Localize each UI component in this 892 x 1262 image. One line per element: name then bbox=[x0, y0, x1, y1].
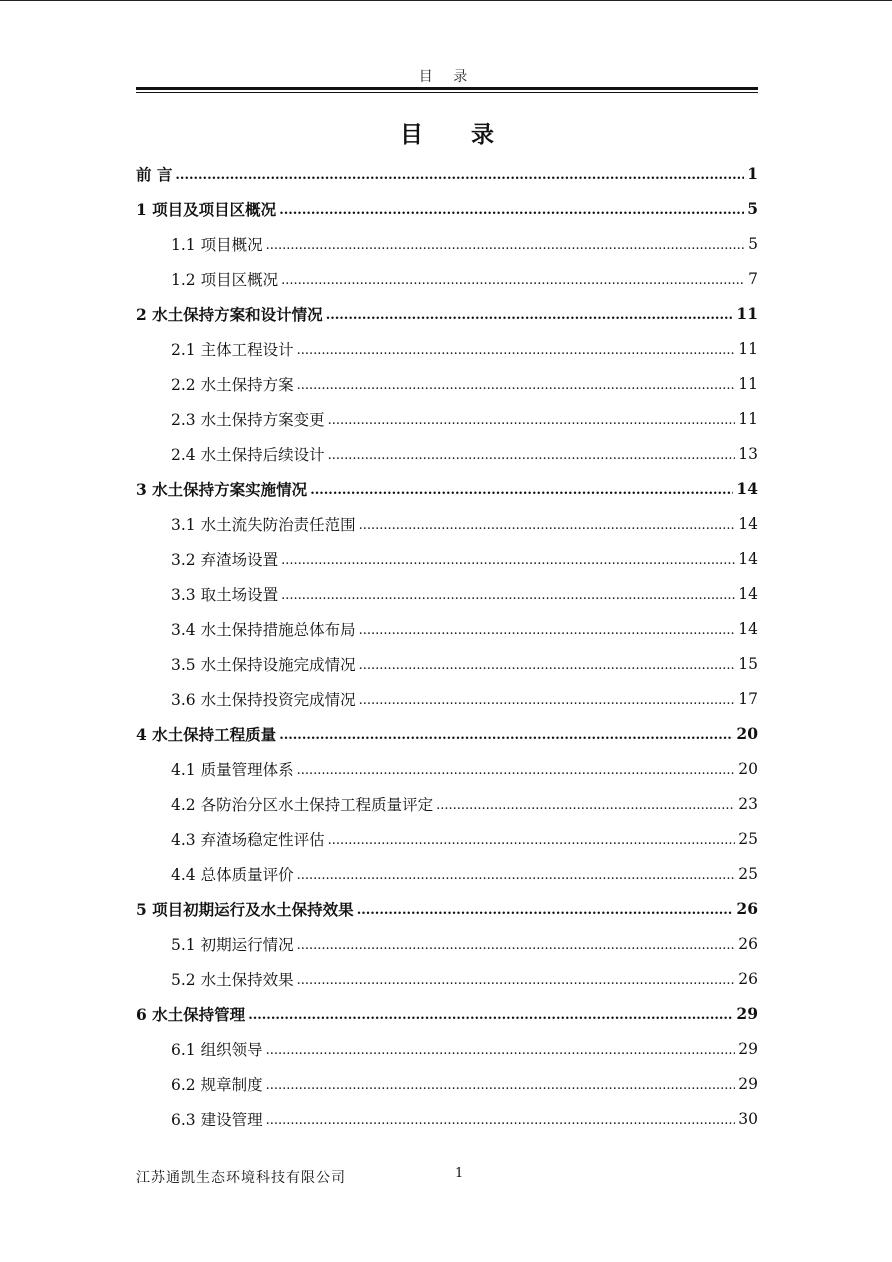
toc-entry-title: 1 项目及项目区概况 bbox=[136, 199, 277, 219]
toc-dot-leader bbox=[297, 973, 736, 988]
toc-dot-leader bbox=[359, 623, 736, 638]
toc-dot-leader bbox=[328, 833, 736, 848]
toc-dot-leader bbox=[297, 868, 736, 883]
toc-dot-leader bbox=[359, 518, 736, 533]
toc-entry[interactable] bbox=[136, 751, 758, 786]
header-rule-thin bbox=[136, 92, 758, 93]
toc-entry[interactable] bbox=[136, 1066, 758, 1101]
toc-entry-page: 11 bbox=[738, 339, 758, 358]
toc-entry-page: 25 bbox=[738, 864, 758, 883]
toc-entry-page: 14 bbox=[738, 584, 758, 603]
toc-entry-title: 4.3 弃渣场稳定性评估 bbox=[171, 830, 325, 849]
toc-dot-leader bbox=[279, 728, 733, 743]
footer-page-number: 1 bbox=[455, 1166, 464, 1181]
toc-entry[interactable] bbox=[136, 226, 758, 261]
toc-entry[interactable] bbox=[136, 436, 758, 471]
toc-dot-leader bbox=[248, 1008, 733, 1023]
footer-company: 江苏通凯生态环境科技有限公司 bbox=[136, 1170, 346, 1186]
toc-entry-page: 20 bbox=[736, 724, 758, 743]
toc-entry-title: 4.2 各防治分区水土保持工程质量评定 bbox=[171, 795, 434, 814]
toc-entry[interactable] bbox=[136, 506, 758, 541]
toc-dot-leader bbox=[326, 308, 734, 323]
toc-entry-title: 3 水土保持方案实施情况 bbox=[136, 479, 308, 499]
toc-entry[interactable] bbox=[136, 856, 758, 891]
toc-entry-title: 3.2 弃渣场设置 bbox=[171, 550, 279, 569]
toc-entry-title: 1.2 项目区概况 bbox=[171, 270, 279, 289]
toc-entry[interactable] bbox=[136, 716, 758, 751]
toc-entry[interactable] bbox=[136, 821, 758, 856]
toc-dot-leader bbox=[359, 693, 736, 708]
toc-entry-page: 26 bbox=[738, 934, 758, 953]
toc-entry-title: 前 言 bbox=[136, 164, 173, 184]
header-rule bbox=[136, 87, 758, 90]
toc-entry[interactable] bbox=[136, 576, 758, 611]
toc-entry-title: 5 项目初期运行及水土保持效果 bbox=[136, 899, 354, 919]
toc-entry-page: 23 bbox=[738, 794, 758, 813]
toc-entry[interactable] bbox=[136, 996, 758, 1031]
toc-title: 目 录 bbox=[399, 121, 514, 148]
toc-entry[interactable] bbox=[136, 891, 758, 926]
toc-dot-leader bbox=[328, 413, 736, 428]
toc-entry[interactable] bbox=[136, 1101, 758, 1136]
toc-entry-page: 5 bbox=[748, 234, 758, 253]
toc-entry-page: 29 bbox=[738, 1074, 758, 1093]
toc-entry-title: 4 水土保持工程质量 bbox=[136, 724, 277, 744]
toc-entry-page: 26 bbox=[736, 899, 758, 918]
toc-entry-page: 29 bbox=[736, 1004, 758, 1023]
toc-entry[interactable] bbox=[136, 961, 758, 996]
toc-entry[interactable] bbox=[136, 541, 758, 576]
toc-entry[interactable] bbox=[136, 191, 758, 226]
toc-entry-title: 4.1 质量管理体系 bbox=[171, 760, 294, 779]
toc-entry-title: 6.3 建设管理 bbox=[171, 1110, 263, 1129]
toc-dot-leader bbox=[281, 273, 745, 288]
toc-dot-leader bbox=[266, 1043, 736, 1058]
toc-entry-page: 14 bbox=[738, 514, 758, 533]
toc-entry-title: 3.1 水土流失防治责任范围 bbox=[171, 515, 356, 534]
toc-dot-leader bbox=[436, 798, 735, 813]
toc-entry-title: 2.3 水土保持方案变更 bbox=[171, 410, 325, 429]
toc-entry[interactable] bbox=[136, 296, 758, 331]
toc-entry-page: 11 bbox=[736, 304, 758, 323]
toc-entry-title: 4.4 总体质量评价 bbox=[171, 865, 294, 884]
toc-entry-title: 5.2 水土保持效果 bbox=[171, 970, 294, 989]
toc-entry[interactable] bbox=[136, 401, 758, 436]
toc-entry-title: 2.4 水土保持后续设计 bbox=[171, 445, 325, 464]
toc-dot-leader bbox=[279, 203, 744, 218]
toc-entry-page: 14 bbox=[738, 619, 758, 638]
toc-entry-title: 3.4 水土保持措施总体布局 bbox=[171, 620, 356, 639]
toc-dot-leader bbox=[281, 553, 735, 568]
toc-dot-leader bbox=[310, 483, 733, 498]
toc-entry-page: 30 bbox=[738, 1109, 758, 1128]
toc-entry-page: 11 bbox=[738, 374, 758, 393]
toc-entry-page: 25 bbox=[738, 829, 758, 848]
toc-entry[interactable] bbox=[136, 611, 758, 646]
toc-dot-leader bbox=[281, 588, 735, 603]
toc-entry-page: 26 bbox=[738, 969, 758, 988]
toc-entry-title: 6.2 规章制度 bbox=[171, 1075, 263, 1094]
toc-entry[interactable] bbox=[136, 156, 758, 191]
toc-entry-page: 13 bbox=[738, 444, 758, 463]
toc-entry-page: 14 bbox=[736, 479, 758, 498]
toc-entry-page: 29 bbox=[738, 1039, 758, 1058]
toc-dot-leader bbox=[266, 1113, 736, 1128]
toc-dot-leader bbox=[175, 168, 744, 183]
toc-entry-title: 6.1 组织领导 bbox=[171, 1040, 263, 1059]
toc-entry-title: 2 水土保持方案和设计情况 bbox=[136, 304, 323, 324]
toc-entry[interactable] bbox=[136, 471, 758, 506]
toc-dot-leader bbox=[266, 1078, 736, 1093]
toc-entry[interactable] bbox=[136, 926, 758, 961]
toc-entry-title: 2.2 水土保持方案 bbox=[171, 375, 294, 394]
running-header: 目 录 bbox=[418, 69, 476, 85]
toc-entry-title: 6 水土保持管理 bbox=[136, 1004, 246, 1024]
toc-entry-title: 3.5 水土保持设施完成情况 bbox=[171, 655, 356, 674]
toc-entry-page: 17 bbox=[738, 689, 758, 708]
toc-entry-page: 11 bbox=[738, 409, 758, 428]
toc-entry-title: 5.1 初期运行情况 bbox=[171, 935, 294, 954]
toc-entry-title: 1.1 项目概况 bbox=[171, 235, 263, 254]
toc-entry[interactable] bbox=[136, 366, 758, 401]
toc-entry-title: 3.6 水土保持投资完成情况 bbox=[171, 690, 356, 709]
toc-entry[interactable] bbox=[136, 1031, 758, 1066]
toc-dot-leader bbox=[266, 238, 746, 253]
toc-dot-leader bbox=[297, 378, 736, 393]
page-top-border bbox=[0, 0, 892, 1]
toc-dot-leader bbox=[328, 448, 736, 463]
toc-dot-leader bbox=[297, 343, 736, 358]
toc-entry-page: 7 bbox=[748, 269, 758, 288]
toc-dot-leader bbox=[357, 903, 734, 918]
toc-entry-title: 2.1 主体工程设计 bbox=[171, 340, 294, 359]
toc-list bbox=[136, 156, 758, 1136]
toc-entry[interactable] bbox=[136, 786, 758, 821]
toc-dot-leader bbox=[297, 763, 736, 778]
toc-entry-page: 5 bbox=[747, 199, 758, 218]
toc-entry[interactable] bbox=[136, 261, 758, 296]
toc-entry-page: 15 bbox=[738, 654, 758, 673]
toc-dot-leader bbox=[359, 658, 736, 673]
toc-entry[interactable] bbox=[136, 646, 758, 681]
toc-entry-page: 1 bbox=[747, 164, 758, 183]
toc-entry-page: 14 bbox=[738, 549, 758, 568]
toc-dot-leader bbox=[297, 938, 736, 953]
toc-entry[interactable] bbox=[136, 331, 758, 366]
toc-entry[interactable] bbox=[136, 681, 758, 716]
toc-entry-title: 3.3 取土场设置 bbox=[171, 585, 279, 604]
toc-entry-page: 20 bbox=[738, 759, 758, 778]
